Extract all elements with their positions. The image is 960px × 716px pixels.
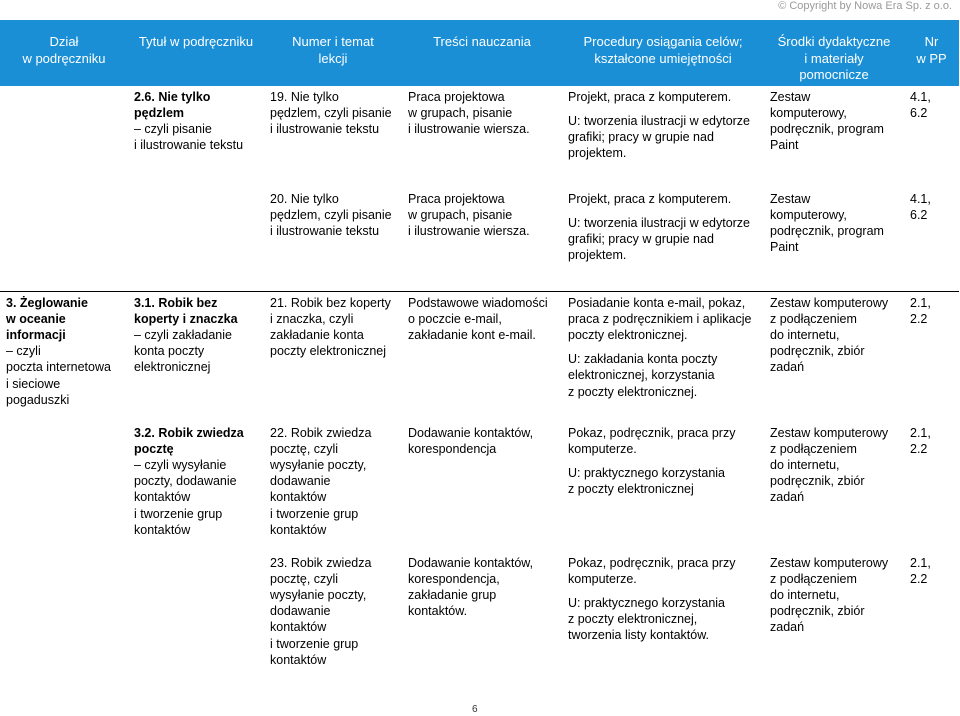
cell-procedury xyxy=(562,422,764,552)
cell-tytul xyxy=(128,422,264,552)
srodki-text: zadań xyxy=(770,360,805,375)
tresci-text: Dodawanie kontaktów, xyxy=(408,425,534,440)
cell-tresci xyxy=(402,188,562,292)
nr-text: 6.2 xyxy=(910,207,928,222)
tresci-text: korespondencja xyxy=(408,441,497,456)
nr-text: 2.2 xyxy=(910,441,928,456)
dzial-text: pogaduszki xyxy=(6,392,70,407)
cell-lekcja xyxy=(264,291,402,422)
srodki-text: Zestaw komputerowy xyxy=(770,555,889,570)
procedury-text: komputerze. xyxy=(568,571,637,586)
header-text: Dział xyxy=(49,34,79,49)
tytul-text: pędzlem xyxy=(134,105,185,120)
lekcja-text: 19. Nie tylko xyxy=(270,89,339,104)
cell-dzial xyxy=(0,422,128,552)
cell-tresci xyxy=(402,552,562,682)
header-lekcja xyxy=(264,20,402,86)
header-text: w podręczniku xyxy=(22,50,106,66)
srodki-text: Zestaw xyxy=(770,191,811,206)
tresci-text: korespondencja, xyxy=(408,571,500,586)
table-row xyxy=(0,552,959,682)
srodki-text: do internetu, xyxy=(770,457,840,472)
header-dzial xyxy=(0,20,128,86)
srodki-text: Zestaw komputerowy xyxy=(770,295,889,310)
tresci-text: zakładanie kont e-mail. xyxy=(408,327,536,342)
tytul-text: – czyli zakładanie xyxy=(134,327,232,342)
srodki-text: Paint xyxy=(770,138,799,153)
lekcja-text: kontaktów xyxy=(270,652,327,667)
lekcja-text: i znaczka, czyli xyxy=(270,311,354,326)
table-row xyxy=(0,422,959,552)
procedury-text: z poczty elektronicznej, xyxy=(568,612,698,627)
lesson-plan-table xyxy=(0,20,959,682)
procedury-text: Pokaz, podręcznik, praca przy xyxy=(568,425,736,440)
srodki-text: z podłączeniem xyxy=(770,571,857,586)
header-text: Tytuł w podręczniku xyxy=(138,34,254,49)
header-nr xyxy=(904,20,959,86)
lekcja-text: zakładanie konta xyxy=(270,327,364,342)
lekcja-text: wysyłanie poczty, xyxy=(270,587,367,602)
tresci-text: kontaktów. xyxy=(408,604,468,619)
cell-tresci xyxy=(402,291,562,422)
tytul-text: 3.2. Robik zwiedza xyxy=(134,425,244,440)
procedury-text: U: zakładania konta poczty xyxy=(568,352,718,367)
lekcja-text: 21. Robik bez koperty xyxy=(270,295,391,310)
srodki-text: podręcznik, zbiór xyxy=(770,344,865,359)
srodki-text: komputerowy, xyxy=(770,105,847,120)
nr-text: 2.1, xyxy=(910,295,931,310)
table-row xyxy=(0,86,959,188)
lekcja-text: 23. Robik zwiedza xyxy=(270,555,372,570)
lekcja-text: pędzlem, czyli pisanie xyxy=(270,207,392,222)
procedury-text: U: praktycznego korzystania xyxy=(568,465,726,480)
header-srodki xyxy=(764,20,904,86)
lekcja-text: 20. Nie tylko xyxy=(270,191,339,206)
tresci-text: Praca projektowa xyxy=(408,89,505,104)
header-text: i materiały xyxy=(804,50,864,66)
srodki-text: podręcznik, program xyxy=(770,121,884,136)
cell-tytul xyxy=(128,291,264,422)
header-text: Środki dydaktyczne xyxy=(777,34,891,49)
procedury-text: U: tworzenia ilustracji w edytorze xyxy=(568,113,751,128)
lekcja-text: pędzlem, czyli pisanie xyxy=(270,105,392,120)
cell-tytul xyxy=(128,552,264,682)
lekcja-text: i tworzenie grup xyxy=(270,506,359,521)
lekcja-text: pocztę, czyli xyxy=(270,441,339,456)
srodki-text: do internetu, xyxy=(770,327,840,342)
tresci-text: o poczcie e-mail, xyxy=(408,311,502,326)
lekcja-text: kontaktów xyxy=(270,490,327,505)
dzial-text: i sieciowe xyxy=(6,376,61,391)
srodki-text: z podłączeniem xyxy=(770,311,857,326)
tytul-text: 2.6. Nie tylko xyxy=(134,89,211,104)
header-tytul xyxy=(128,20,264,86)
srodki-text: zadań xyxy=(770,490,805,505)
dzial-text: – czyli xyxy=(6,344,41,359)
srodki-text: podręcznik, zbiór xyxy=(770,474,865,489)
cell-nr xyxy=(904,552,959,682)
tytul-text: – czyli wysyłanie xyxy=(134,457,227,472)
cell-procedury xyxy=(562,188,764,292)
page-number: 6 xyxy=(472,704,478,715)
srodki-text: z podłączeniem xyxy=(770,441,857,456)
table-row xyxy=(0,188,959,292)
dzial-text: poczta internetowa xyxy=(6,360,111,375)
procedury-text: komputerze. xyxy=(568,441,637,456)
paragraph-gap xyxy=(568,457,760,465)
lekcja-text: wysyłanie poczty, xyxy=(270,457,367,472)
header-text: Nr xyxy=(924,34,939,49)
cell-dzial xyxy=(0,552,128,682)
procedury-text: grafiki; pracy w grupie nad xyxy=(568,129,714,144)
tytul-text: 3.1. Robik bez xyxy=(134,295,218,310)
procedury-text: z poczty elektronicznej. xyxy=(568,384,698,399)
procedury-text: tworzenia listy kontaktów. xyxy=(568,628,710,643)
dzial-text: w oceanie xyxy=(6,311,66,326)
tytul-text: poczty, dodawanie xyxy=(134,474,237,489)
cell-procedury xyxy=(562,86,764,188)
nr-text: 6.2 xyxy=(910,105,928,120)
lekcja-text: kontaktów xyxy=(270,620,327,635)
cell-tresci xyxy=(402,422,562,552)
tytul-text: pocztę xyxy=(134,441,174,456)
procedury-text: elektronicznej, korzystania xyxy=(568,368,715,383)
cell-dzial xyxy=(0,188,128,292)
srodki-text: Zestaw xyxy=(770,89,811,104)
cell-nr xyxy=(904,188,959,292)
tresci-text: Praca projektowa xyxy=(408,191,505,206)
cell-srodki xyxy=(764,291,904,422)
cell-procedury xyxy=(562,291,764,422)
header-tresci xyxy=(402,20,562,86)
cell-nr xyxy=(904,422,959,552)
paragraph-gap xyxy=(568,343,760,351)
srodki-text: komputerowy, xyxy=(770,207,847,222)
lekcja-text: pocztę, czyli xyxy=(270,571,339,586)
table-header-row xyxy=(0,20,959,86)
lekcja-text: i ilustrowanie tekstu xyxy=(270,223,380,238)
procedury-text: poczty elektronicznej. xyxy=(568,327,688,342)
tresci-text: Podstawowe wiadomości xyxy=(408,295,548,310)
tytul-text: elektronicznej xyxy=(134,360,211,375)
header-text: lekcji xyxy=(318,50,348,66)
cell-lekcja xyxy=(264,422,402,552)
tytul-text: – czyli pisanie xyxy=(134,121,212,136)
nr-text: 2.2 xyxy=(910,571,928,586)
header-text: Numer i temat xyxy=(292,34,374,49)
tytul-text: kontaktów xyxy=(134,522,191,537)
cell-srodki xyxy=(764,86,904,188)
tresci-text: Dodawanie kontaktów, xyxy=(408,555,534,570)
cell-srodki xyxy=(764,422,904,552)
procedury-text: Projekt, praca z komputerem. xyxy=(568,191,732,206)
dzial-text: 3. Żeglowanie xyxy=(6,295,88,310)
cell-lekcja xyxy=(264,86,402,188)
cell-tresci xyxy=(402,86,562,188)
procedury-text: Pokaz, podręcznik, praca przy xyxy=(568,555,736,570)
header-text: kształcone umiejętności xyxy=(594,50,732,66)
paragraph-gap xyxy=(568,207,760,215)
cell-lekcja xyxy=(264,552,402,682)
cell-procedury xyxy=(562,552,764,682)
lekcja-text: dodawanie xyxy=(270,604,331,619)
procedury-text: praca z podręcznikiem i aplikacje xyxy=(568,311,752,326)
dzial-text: informacji xyxy=(6,327,66,342)
procedury-text: z poczty elektronicznej xyxy=(568,482,694,497)
srodki-text: podręcznik, program xyxy=(770,223,884,238)
tresci-text: i ilustrowanie wiersza. xyxy=(408,223,530,238)
procedury-text: grafiki; pracy w grupie nad xyxy=(568,231,714,246)
procedury-text: Projekt, praca z komputerem. xyxy=(568,89,732,104)
lekcja-text: i tworzenie grup xyxy=(270,636,359,651)
cell-tytul xyxy=(128,188,264,292)
copyright-notice: © Copyright by Nowa Era Sp. z o.o. xyxy=(778,0,952,12)
tytul-text: koperty i znaczka xyxy=(134,311,238,326)
nr-text: 4.1, xyxy=(910,191,931,206)
srodki-text: zadań xyxy=(770,620,805,635)
tresci-text: w grupach, pisanie xyxy=(408,207,513,222)
cell-srodki xyxy=(764,188,904,292)
header-text: Treści nauczania xyxy=(433,34,531,49)
tresci-text: zakładanie grup xyxy=(408,587,497,602)
tytul-text: kontaktów xyxy=(134,490,191,505)
procedury-text: U: praktycznego korzystania xyxy=(568,595,726,610)
lekcja-text: poczty elektronicznej xyxy=(270,344,387,359)
tresci-text: w grupach, pisanie xyxy=(408,105,513,120)
srodki-text: podręcznik, zbiór xyxy=(770,604,865,619)
lekcja-text: kontaktów xyxy=(270,522,327,537)
lekcja-text: 22. Robik zwiedza xyxy=(270,425,372,440)
nr-text: 2.2 xyxy=(910,311,928,326)
paragraph-gap xyxy=(568,105,760,113)
procedury-text: Posiadanie konta e-mail, pokaz, xyxy=(568,295,746,310)
nr-text: 2.1, xyxy=(910,425,931,440)
cell-dzial xyxy=(0,291,128,422)
cell-nr xyxy=(904,86,959,188)
tytul-text: i ilustrowanie tekstu xyxy=(134,138,244,153)
nr-text: 2.1, xyxy=(910,555,931,570)
nr-text: 4.1, xyxy=(910,89,931,104)
cell-tytul xyxy=(128,86,264,188)
procedury-text: projektem. xyxy=(568,146,627,161)
header-text: w PP xyxy=(916,50,947,66)
tytul-text: konta poczty xyxy=(134,344,205,359)
srodki-text: do internetu, xyxy=(770,587,840,602)
cell-dzial xyxy=(0,86,128,188)
cell-srodki xyxy=(764,552,904,682)
header-text: Procedury osiągania celów; xyxy=(583,34,743,49)
tytul-text: i tworzenie grup xyxy=(134,506,223,521)
table-row xyxy=(0,291,959,422)
paragraph-gap xyxy=(568,587,760,595)
cell-lekcja xyxy=(264,188,402,292)
cell-nr xyxy=(904,291,959,422)
srodki-text: Zestaw komputerowy xyxy=(770,425,889,440)
procedury-text: projektem. xyxy=(568,248,627,263)
lekcja-text: dodawanie xyxy=(270,474,331,489)
tresci-text: i ilustrowanie wiersza. xyxy=(408,121,530,136)
header-text: pomocnicze xyxy=(799,67,869,82)
srodki-text: Paint xyxy=(770,240,799,255)
header-procedury xyxy=(562,20,764,86)
procedury-text: U: tworzenia ilustracji w edytorze xyxy=(568,215,751,230)
lekcja-text: i ilustrowanie tekstu xyxy=(270,121,380,136)
